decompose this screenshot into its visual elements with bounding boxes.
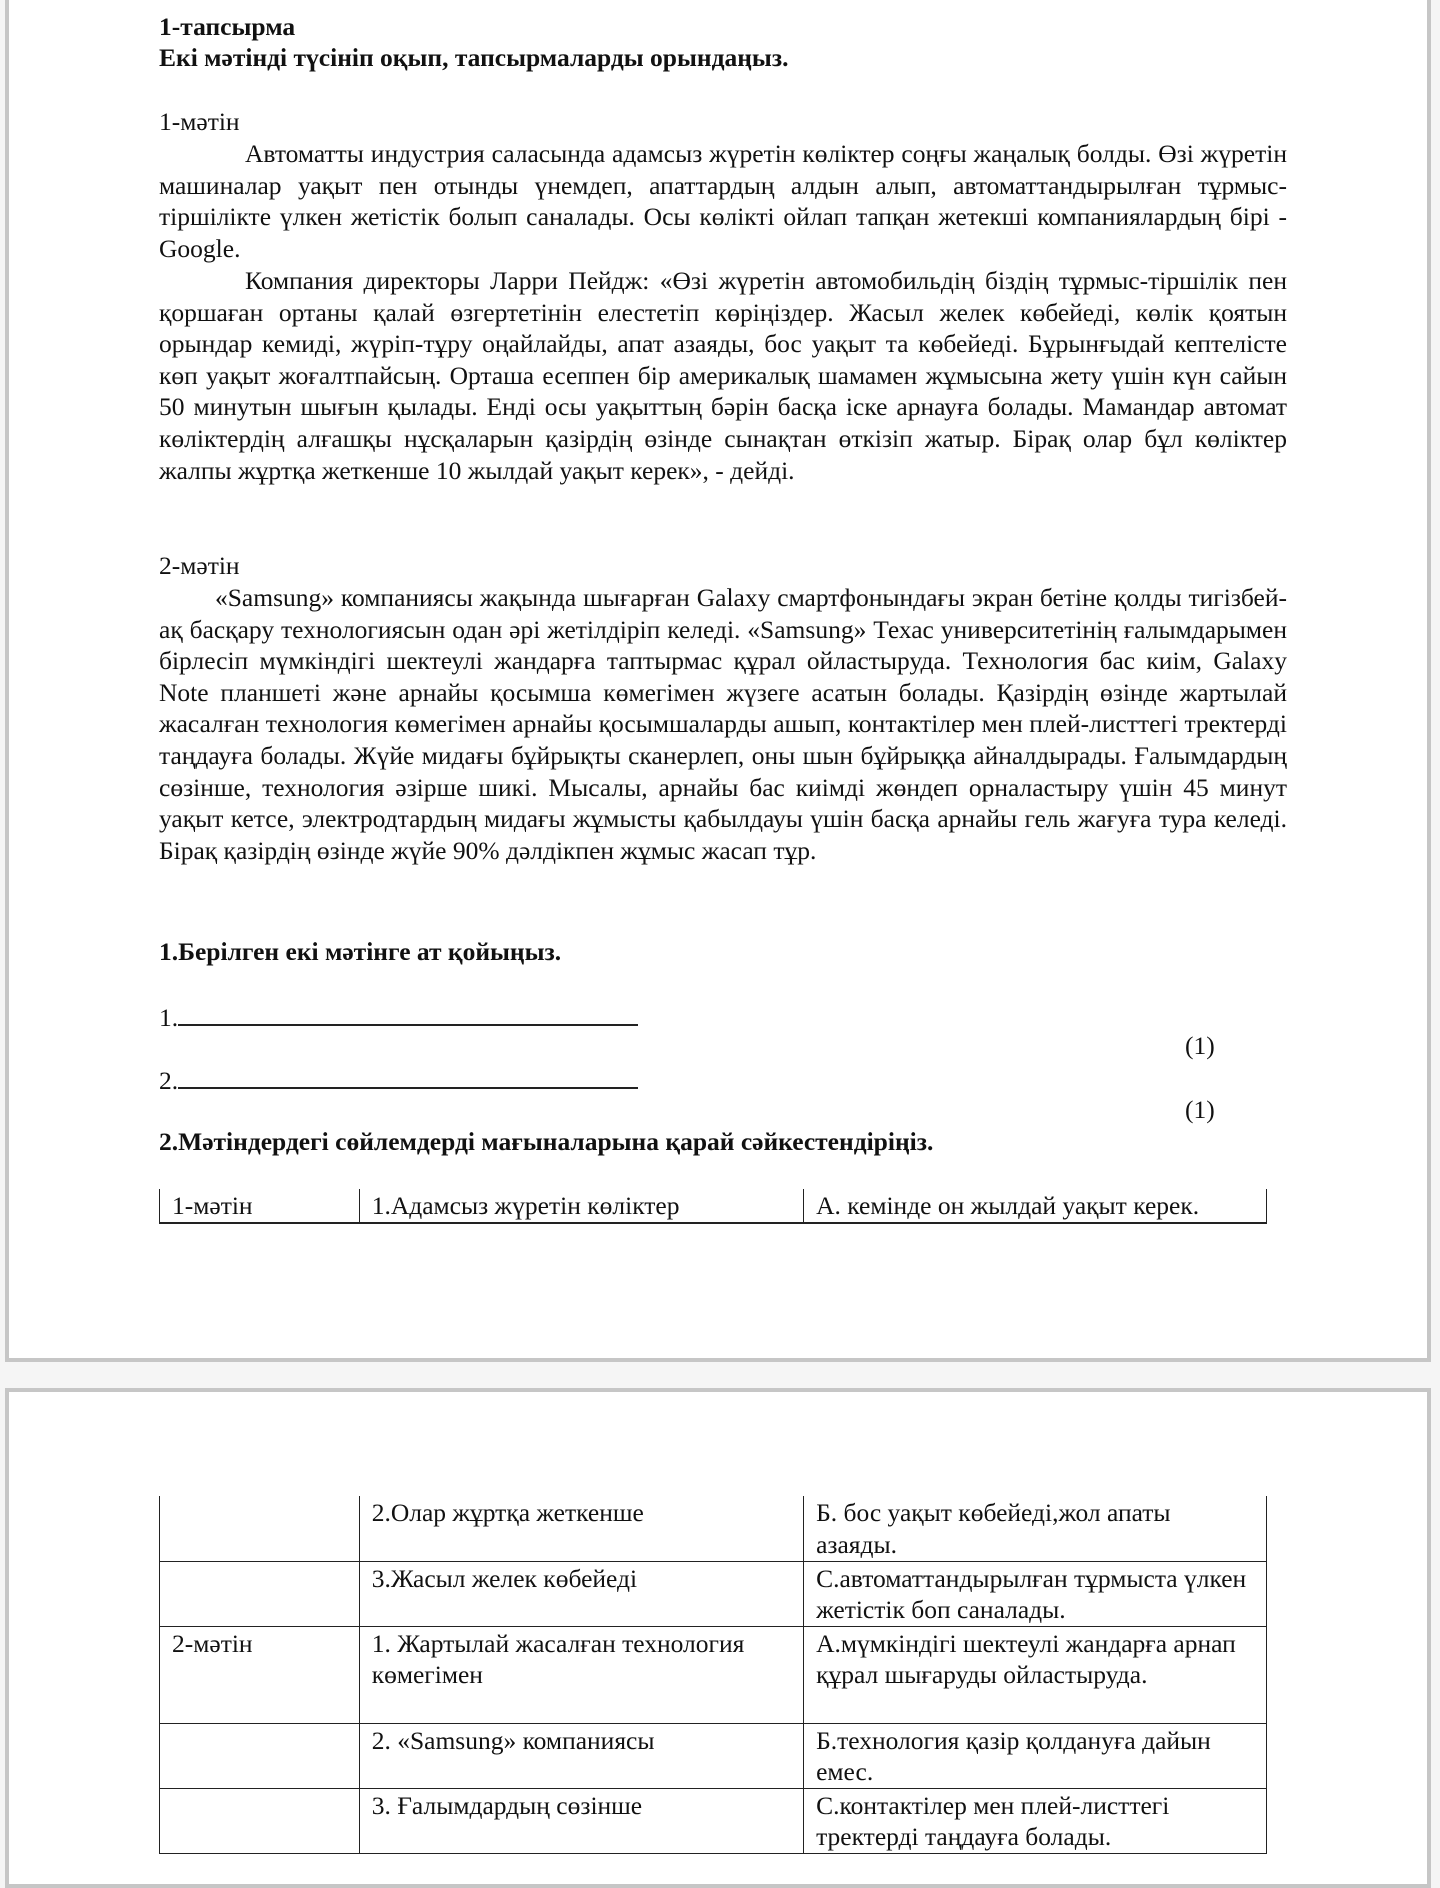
text2-label: 2-мәтін (159, 551, 240, 580)
answer-1-input-line[interactable] (178, 1000, 638, 1026)
cell-text (160, 1788, 360, 1853)
text1-paragraph-1: Автоматты индустрия саласында адамсыз жүретін көліктер соңғы жаңалық болды. Өзі жүретін машиналар уақыт пен отынды үнемдеп, апаттардың алдын алып, автоматтандырылған тұрмыс-тіршілікте үлкен жетістік болып саналады. Осы көлікті ойлап тапқан жетекші компаниялардың бірі - Google. (159, 139, 1287, 263)
cell-phrase: 2.Олар жұртқа жеткенше (359, 1496, 803, 1561)
answer-1-row (159, 1000, 638, 1034)
table-row (160, 1189, 1267, 1223)
cell-match: С.автоматтандырылған тұрмыста үлкен жетістік боп саналады. (804, 1561, 1267, 1626)
task-number: 1-тапсырма (159, 12, 296, 41)
answer-2-prefix: 2. (159, 1066, 179, 1095)
cell-text (160, 1561, 360, 1626)
cell-text (160, 1496, 360, 1561)
cell-match: А. кемінде он жылдай уақыт керек. (804, 1189, 1267, 1223)
matching-table-part-2 (159, 1496, 1267, 1854)
question1-title: 1.Берілген екі мәтінге ат қойыңыз. (159, 937, 562, 966)
answer-2-input-line[interactable] (178, 1063, 638, 1089)
cell-phrase: 3. Ғалымдардың сөзінше (359, 1788, 803, 1853)
table-row (160, 1788, 1267, 1853)
cell-match: А.мүмкіндігі шектеулі жандарға арнап құрал шығаруды ойластыруда. (804, 1626, 1267, 1723)
table-row (160, 1561, 1267, 1626)
cell-match: Б. бос уақыт көбейеді,жол апаты азаяды. (804, 1496, 1267, 1561)
matching-table-part-1 (159, 1189, 1267, 1224)
cell-phrase: 1.Адамсыз жүретін көліктер (359, 1189, 803, 1223)
text2-paragraph-1: «Samsung» компаниясы жақында шығарған Galaxy смартфонындағы экран бетіне қолды тигізбей-ақ басқару технологиясын одан әрі жетілдіріп келеді. «Samsung» Техас университетінің ғалымдарымен бірлесіп мүмкіндігі шектеулі жандарға таптырмас құрал ойластыруда. Технология бас киім, Galaxy Note планшеті және арнайы қосымша көмегімен жүзеге асатын болады. Қазірдің өзінде жартылай жасалған технология көмегімен арнайы қосымшаларды ашып, контактілер мен плей-листтегі тректерді таңдауға болады. Жүйе мидағы бұйрықты сканерлеп, оны шын бұйрыққа айналдырады. Ғалымдардың сөзінше, технология әзірше шикі. Мысалы, арнайы бас киімді жөндеп орналастыру үшін 45 минут уақыт кетсе, электродтардың мидағы жұмысты қабылдауы үшін басқа арнайы гель жағуға тура келеді. Бірақ қазірдің өзінде жүйе 90% дәлдікпен жұмыс жасап тұр. (159, 583, 1287, 865)
table-row (160, 1496, 1267, 1561)
answer-2-row (159, 1063, 638, 1097)
table-row (160, 1723, 1267, 1788)
answer-2-points: (1) (1185, 1095, 1215, 1124)
cell-match: Б.технология қазір қолдануға дайын емес. (804, 1723, 1267, 1788)
text1-paragraph-2: Компания директоры Ларри Пейдж: «Өзі жүретін автомобильдің біздің тұрмыс-тіршілік пен қоршаған ортаны қалай өзгертетінін елестетіп көріңіздер. Жасыл желек көбейеді, көлік қоятын орындар кемиді, жүріп-тұру оңайлайды, апат азаяды, бос уақыт та көбейеді. Бұрынғыдай кептелісте көп уақыт жоғалтпайсың. Орташа есеппен бір америкалық шамамен жұмысына жету үшін күн сайын 50 минутын шығын қылады. Енді осы уақыттың бәрін басқа іске арнауға болады. Мамандар автомат көліктердің алғашқы нұсқаларын қазірдің өзінде сынақтан өткізіп жатыр. Бірақ олар бұл көліктер жалпы жұртқа жеткенше 10 жылдай уақыт керек», - дейді. (159, 266, 1287, 485)
answer-1-prefix: 1. (159, 1003, 179, 1032)
answer-1-points: (1) (1185, 1031, 1215, 1060)
document-page-1 (5, 0, 1431, 1362)
cell-text (160, 1723, 360, 1788)
cell-phrase: 2. «Samsung» компаниясы (359, 1723, 803, 1788)
cell-phrase: 1. Жартылай жасалған технология көмегімен (359, 1626, 803, 1723)
cell-text: 2-мәтін (160, 1626, 360, 1723)
question2-title: 2.Мәтіндердегі сөйлемдерді мағыналарына қарай сәйкестендіріңіз. (159, 1127, 934, 1156)
task-instruction: Екі мәтінді түсініп оқып, тапсырмаларды орындаңыз. (159, 43, 789, 72)
cell-match: С.контактілер мен плей-листтегі тректерді таңдауға болады. (804, 1788, 1267, 1853)
table-row (160, 1626, 1267, 1723)
cell-phrase: 3.Жасыл желек көбейеді (359, 1561, 803, 1626)
text1-label: 1-мәтін (159, 107, 240, 136)
document-page-2 (5, 1388, 1431, 1888)
cell-text: 1-мәтін (160, 1189, 360, 1223)
